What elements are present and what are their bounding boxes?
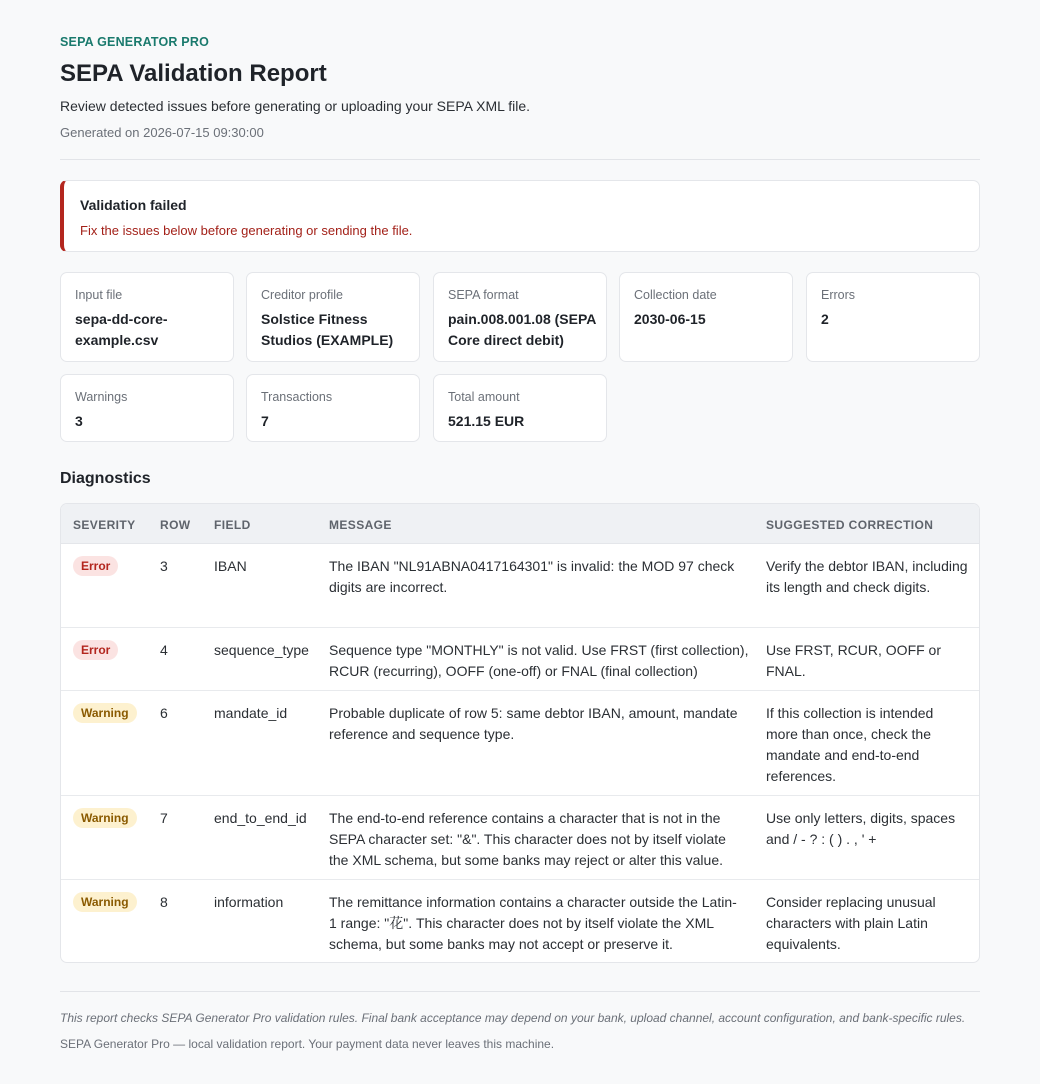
column-header-suggested-correction: SUGGESTED CORRECTION (766, 518, 934, 532)
field-name: IBAN (214, 558, 247, 574)
severity-badge-error: Error (73, 556, 118, 576)
suggested-correction-text: Use only letters, digits, spaces and / - ? : ( ) . , ' + (766, 810, 956, 847)
card-value: 7 (261, 413, 269, 429)
column-header-row: ROW (160, 518, 191, 532)
card-value: Solstice Fitness Studios (EXAMPLE) (261, 311, 394, 348)
suggested-correction-text: Consider replacing unusual characters with plain Latin equivalents. (766, 894, 936, 952)
summary-card-collection-date (619, 272, 793, 362)
suggested-correction-text: Verify the debtor IBAN, including its length and check digits. (766, 558, 968, 595)
field-name: mandate_id (214, 705, 288, 721)
generated-timestamp: Generated on 2026-07-15 09:30:00 (60, 125, 264, 140)
row-number: 8 (160, 894, 168, 910)
severity-badge-error: Error (73, 640, 118, 660)
card-value: pain.008.001.08 (SEPA Core direct debit) (448, 311, 596, 348)
suggested-correction-text: Use FRST, RCUR, OOFF or FNAL. (766, 642, 942, 679)
summary-card-input-file (60, 272, 234, 362)
brand-label: SEPA GENERATOR PRO (60, 35, 209, 49)
card-value: 521.15 EUR (448, 413, 525, 429)
message-text: Sequence type "MONTHLY" is not valid. Use FRST (first collection), RCUR (recurring), OOFF (one-off) or FNAL (final collection) (329, 642, 749, 679)
alert-title: Validation failed (80, 197, 187, 213)
card-label: Warnings (75, 390, 128, 404)
severity-badge-warning: Warning (73, 703, 137, 723)
column-header-message: MESSAGE (329, 518, 392, 532)
card-value: 2030-06-15 (634, 311, 706, 327)
table-row (61, 544, 980, 628)
validation-alert (60, 180, 980, 252)
summary-card-creditor-profile (246, 272, 420, 362)
card-value: sepa-dd-core-example.csv (75, 311, 168, 348)
summary-card-sepa-format (433, 272, 607, 362)
table-row (61, 880, 980, 963)
severity-badge-warning: Warning (73, 892, 137, 912)
footer-disclaimer: This report checks SEPA Generator Pro validation rules. Final bank acceptance may depend on your bank, upload channel, account configuration, and bank-specific rules. (60, 1011, 966, 1025)
page-title: SEPA Validation Report (60, 60, 327, 87)
severity-badge-warning: Warning (73, 808, 137, 828)
header-divider (60, 159, 980, 160)
message-text: Probable duplicate of row 5: same debtor IBAN, amount, mandate reference and sequence type. (329, 705, 738, 742)
table-row (61, 628, 980, 691)
footer-text: SEPA Generator Pro — local validation report. Your payment data never leaves this machine. (60, 1037, 555, 1051)
page-subtitle: Review detected issues before generating or uploading your SEPA XML file. (60, 98, 531, 114)
message-text: The remittance information contains a character outside the Latin-1 range: "花". This character does not by itself violate the XML schema, but some banks may not accept or preserve it. (329, 894, 737, 952)
table-row (61, 691, 980, 796)
table-row (61, 796, 980, 880)
card-label: Input file (75, 288, 123, 302)
row-number: 6 (160, 705, 168, 721)
card-label: Transactions (261, 390, 333, 404)
card-value: 2 (821, 311, 829, 327)
card-value: 3 (75, 413, 83, 429)
field-name: sequence_type (214, 642, 309, 658)
column-header-severity: SEVERITY (73, 518, 136, 532)
suggested-correction-text: If this collection is intended more than once, check the mandate and end-to-end references. (766, 705, 934, 784)
diagnostics-table (60, 503, 980, 963)
diagnostics-heading: Diagnostics (60, 470, 151, 487)
card-label: Creditor profile (261, 288, 343, 302)
footer-divider (60, 991, 980, 992)
row-number: 7 (160, 810, 168, 826)
summary-card-total-amount (433, 374, 607, 442)
card-label: Total amount (448, 390, 520, 404)
summary-card-warnings (60, 374, 234, 442)
card-label: Collection date (634, 288, 717, 302)
message-text: The IBAN "NL91ABNA0417164301" is invalid: the MOD 97 check digits are incorrect. (329, 558, 735, 595)
card-label: SEPA format (448, 288, 519, 302)
table-header (61, 504, 980, 544)
summary-card-errors (806, 272, 980, 362)
row-number: 3 (160, 558, 168, 574)
row-number: 4 (160, 642, 168, 658)
summary-card-transactions (246, 374, 420, 442)
message-text: The end-to-end reference contains a character that is not in the SEPA character set: "&". This character does not by itself violate the XML schema, but some banks may reject or alter this value. (329, 810, 726, 868)
card-label: Errors (821, 288, 856, 302)
alert-message: Fix the issues below before generating or sending the file. (80, 223, 413, 238)
column-header-field: FIELD (214, 518, 251, 532)
field-name: end_to_end_id (214, 810, 307, 826)
field-name: information (214, 894, 284, 910)
